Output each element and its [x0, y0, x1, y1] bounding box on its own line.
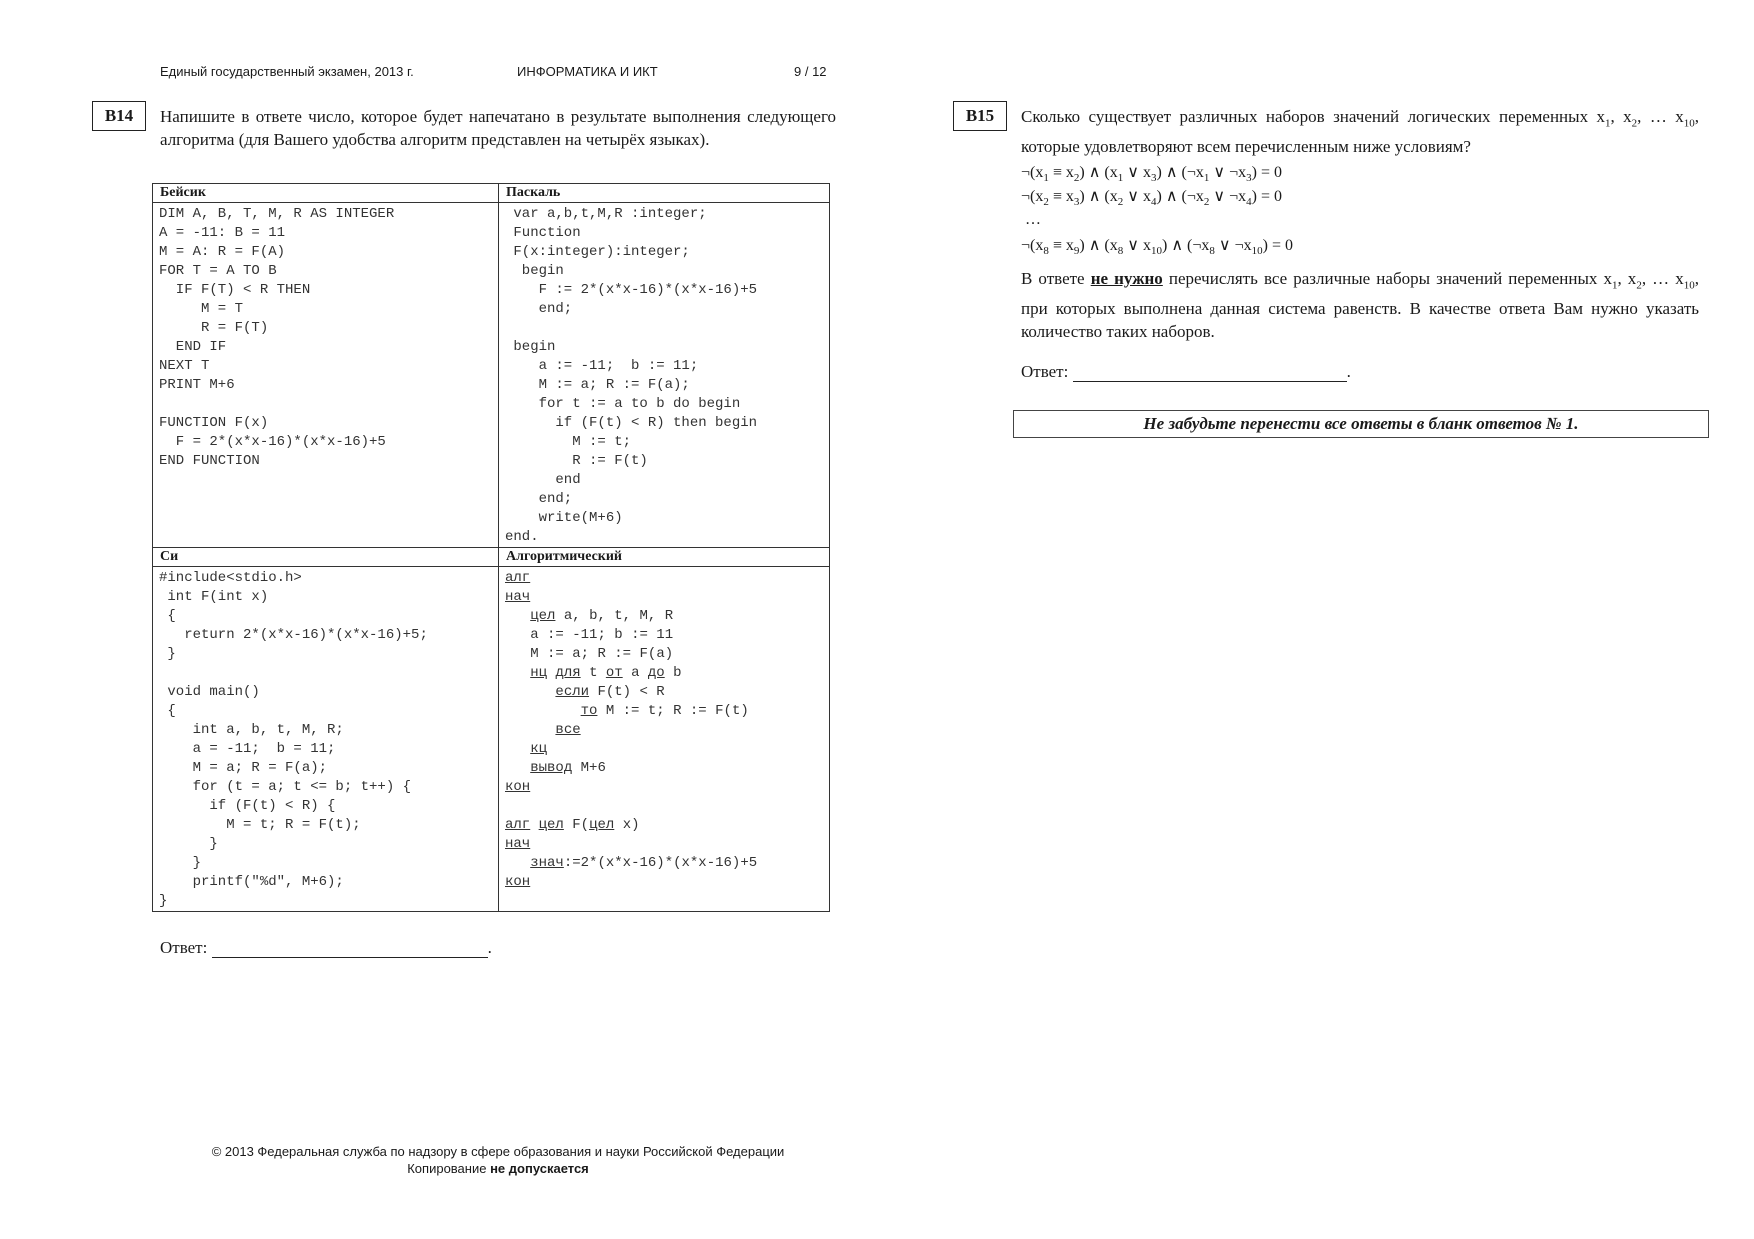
page-number: 9 / 12: [794, 64, 827, 79]
note-text: В ответе: [1021, 269, 1091, 288]
header-c: Си: [153, 548, 499, 567]
code-line: F = 2*(x*x-16)*(x*x-16)+5: [159, 434, 386, 450]
answer-label: Ответ:: [160, 938, 208, 957]
code-line: begin: [505, 263, 564, 279]
code-line: M = A: R = F(A): [159, 244, 286, 260]
code-line: int a, b, t, M, R;: [159, 722, 344, 738]
code-line: цел a, b, t, M, R: [530, 608, 674, 624]
code-line: вывод M+6: [530, 760, 606, 776]
answer-field[interactable]: [1073, 363, 1347, 382]
code-line: END IF: [159, 339, 227, 355]
b14-answer: [160, 938, 492, 958]
code-table: [152, 183, 830, 912]
formula-ellipsis: …: [1025, 211, 1041, 228]
code-line: if (F(t) < R) then begin: [505, 415, 758, 431]
code-line: A = -11: B = 11: [159, 225, 286, 241]
task-number-b15: B15: [953, 101, 1007, 131]
code-line: M = a; R = F(a);: [159, 760, 328, 776]
code-line: [505, 319, 823, 338]
code-algo: [499, 567, 830, 912]
b15-answer: [1021, 362, 1351, 382]
code-line: нач: [505, 836, 531, 852]
code-line: a := -11; b := 11;: [505, 358, 699, 374]
code-line: нач: [505, 589, 531, 605]
note-text: , x: [1617, 269, 1637, 288]
code-line: F := 2*(x*x-16)*(x*x-16)+5: [505, 282, 758, 298]
code-line: end;: [505, 491, 573, 507]
code-line: кон: [505, 874, 531, 890]
code-line: [159, 664, 492, 683]
code-line: алг цел F(цел x): [505, 817, 640, 833]
code-line: M = t; R = F(t);: [159, 817, 361, 833]
reminder-box: Не забудьте перенести все ответы в бланк ответов № 1.: [1013, 410, 1709, 438]
code-line: DIM A, B, T, M, R AS INTEGER: [159, 206, 395, 222]
code-line: F(x:integer):integer;: [505, 244, 690, 260]
code-line: end.: [505, 529, 539, 545]
code-line: кц: [530, 741, 548, 757]
note-emphasis: не нужно: [1090, 269, 1163, 288]
code-line: begin: [505, 339, 556, 355]
code-line: }: [159, 855, 202, 871]
code-line: int F(int x): [159, 589, 269, 605]
code-line: for t := a to b do begin: [505, 396, 741, 412]
code-line: FOR T = A TO B: [159, 263, 277, 279]
code-line: [159, 395, 492, 414]
code-line: end;: [505, 301, 573, 317]
code-line: void main(): [159, 684, 260, 700]
code-line: return 2*(x*x-16)*(x*x-16)+5;: [159, 627, 428, 643]
code-line: M := a; R := F(a);: [505, 377, 690, 393]
note-text: , при которых выполнена данная система равенств. В качестве ответа Вам нужно указать количество таких наборов.: [1021, 269, 1699, 342]
code-line: R = F(T): [159, 320, 269, 336]
answer-label: Ответ:: [1021, 362, 1069, 381]
footer-copy-note: [160, 1160, 836, 1177]
code-line: write(M+6): [505, 510, 623, 526]
code-line: }: [159, 836, 218, 852]
code-line: [505, 797, 823, 816]
answer-field[interactable]: [212, 939, 488, 958]
b15-question-text: Сколько существует различных наборов значений логических переменных x: [1021, 107, 1605, 126]
b14-intro: Напишите в ответе число, которое будет напечатано в результате выполнения следующего алгоритма (для Вашего удобства алгоритм представлен на четырёх языках).: [160, 107, 836, 149]
footer: [160, 1143, 836, 1177]
code-line: IF F(T) < R THEN: [159, 282, 311, 298]
code-line: for (t = a; t <= b; t++) {: [159, 779, 412, 795]
code-line: R := F(t): [505, 453, 648, 469]
footer-copyright: © 2013 Федеральная служба по надзору в сфере образования и науки Российской Федерации: [211, 1144, 785, 1159]
header-basic: Бейсик: [153, 184, 499, 203]
code-basic: [153, 203, 499, 548]
answer-end: .: [1346, 362, 1351, 381]
footer-copy-text: Копирование: [407, 1161, 491, 1176]
footer-copy-emph: не допускается: [490, 1161, 589, 1176]
code-line: end: [505, 472, 581, 488]
code-line: то M := t; R := F(t): [580, 703, 749, 719]
header-algo: Алгоритмический: [499, 548, 830, 567]
code-line: знач:=2*(x*x-16)*(x*x-16)+5: [530, 855, 758, 871]
code-line: a := -11; b := 11: [530, 627, 674, 643]
code-line: }: [159, 893, 168, 909]
code-line: a = -11; b = 11;: [159, 741, 336, 757]
code-line: if (F(t) < R) {: [159, 798, 336, 814]
b15-question: Сколько существует различных наборов значений логических переменных $x_1$, $x_2$, … $x_{10}$, которые удовлетворяют всем перечисленным ниже условиям?: [1021, 107, 1700, 157]
b15-question-text: , … x: [1637, 107, 1684, 126]
code-line: алг: [505, 570, 531, 586]
code-line: кон: [505, 779, 531, 795]
note-text: , … x: [1641, 269, 1684, 288]
b15-question-text: , которые удовлетворяют всем перечисленным ниже условиям?: [1021, 107, 1700, 157]
code-line: {: [159, 703, 176, 719]
code-line: PRINT M+6: [159, 377, 235, 393]
formula-3: $\neg(x_8 \equiv x_9)$ ∧ ($x_8$ ∨ $x_{10}$) ∧ ($\neg x_8$ ∨ $\neg x_{10}) = 0$: [1021, 237, 1293, 258]
code-line: если F(t) < R: [555, 684, 665, 700]
formula-1: $\neg(x_1 \equiv x_2)$ ∧ ($x_1$ ∨ $x_3$) ∧ ($\neg x_1$ ∨ $\neg x_3) = 0$: [1021, 164, 1282, 185]
note-text: перечислять все различные наборы значений переменных x: [1162, 269, 1612, 288]
code-line: M := a; R := F(a): [530, 646, 674, 662]
code-c: [153, 567, 499, 912]
formula-2: $\neg(x_2 \equiv x_3)$ ∧ ($x_2$ ∨ $x_4$) ∧ ($\neg x_2$ ∨ $\neg x_4) = 0$: [1021, 188, 1282, 209]
code-line: M = T: [159, 301, 244, 317]
code-line: NEXT T: [159, 358, 210, 374]
task-number-b14: B14: [92, 101, 146, 131]
code-line: var a,b,t,M,R :integer;: [505, 206, 707, 222]
exam-title: Единый государственный экзамен, 2013 г.: [160, 64, 414, 79]
code-line: }: [159, 646, 176, 662]
code-line: #include<stdio.h>: [159, 570, 302, 586]
code-line: нц для t от a до b: [530, 665, 682, 681]
code-line: M := t;: [505, 434, 632, 450]
header-pascal: Паскаль: [499, 184, 830, 203]
code-line: все: [555, 722, 581, 738]
code-line: END FUNCTION: [159, 453, 260, 469]
code-line: {: [159, 608, 176, 624]
subject-title: ИНФОРМАТИКА И ИКТ: [517, 64, 658, 79]
answer-end: .: [487, 938, 492, 957]
b15-note: В ответе не нужно перечислять все различные наборы значений переменных $x_1$, $x_2$, … $x_{10}$, при которых выполнена данная система равенств. В качестве ответа Вам нужно указать количество таких наборов.: [1021, 269, 1699, 342]
code-line: Function: [505, 225, 581, 241]
code-line: FUNCTION F(x): [159, 415, 269, 431]
code-line: printf("%d", M+6);: [159, 874, 344, 890]
code-pascal: [499, 203, 830, 548]
